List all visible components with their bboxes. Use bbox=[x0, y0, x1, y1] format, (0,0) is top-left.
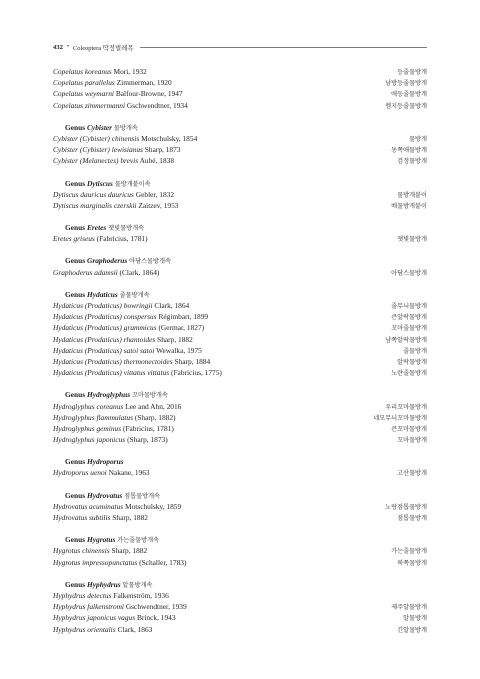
running-header bbox=[53, 40, 427, 54]
species-binomial: Cybister (Cybister) chinensis bbox=[53, 133, 140, 143]
species-author: Aubé, 1838 bbox=[139, 156, 175, 166]
species-author: (Schaller, 1783) bbox=[139, 557, 187, 567]
species-row bbox=[53, 356, 427, 367]
genus-name: Hydroglyphus bbox=[87, 390, 131, 400]
species-row bbox=[53, 612, 427, 623]
species-row bbox=[53, 155, 427, 166]
species-binomial: Hygrotus chinensis bbox=[53, 546, 110, 556]
genus-group bbox=[53, 289, 427, 379]
species-korean-name: 잿빛물방개 bbox=[397, 236, 427, 244]
species-row bbox=[53, 512, 427, 523]
species-binomial: Hygrotus impressopunctatus bbox=[53, 557, 138, 567]
species-binomial: Copelatus zimmermanni bbox=[53, 100, 126, 110]
genus-korean-name: 줄물방개속 bbox=[119, 291, 150, 299]
species-author: (Fabricius, 1781) bbox=[122, 423, 174, 433]
species-author: Falkenström, 1936 bbox=[113, 590, 169, 600]
species-binomial: Graphoderus adamsii bbox=[53, 267, 118, 277]
species-author: Sharp, 1882 bbox=[157, 334, 193, 344]
page-number: 432 bbox=[53, 43, 63, 51]
species-name bbox=[53, 233, 148, 244]
species-row bbox=[53, 144, 427, 155]
species-binomial: Copelatus weymarni bbox=[53, 89, 114, 99]
species-row bbox=[53, 300, 427, 311]
genus-prefix: Genus bbox=[65, 223, 86, 233]
genus-name: Hydrovatus bbox=[87, 490, 123, 500]
species-row bbox=[53, 601, 427, 612]
species-name bbox=[53, 367, 222, 378]
species-name bbox=[53, 545, 147, 556]
species-author: Régimbart, 1899 bbox=[158, 312, 209, 322]
species-korean-name: 북쪽물방개 bbox=[397, 559, 427, 567]
species-korean-name: 남쪽알락물방개 bbox=[385, 336, 427, 344]
species-binomial: Cybister (Cybister) lewisianus bbox=[53, 145, 143, 155]
species-row bbox=[53, 233, 427, 244]
genus-heading bbox=[53, 222, 427, 233]
genus-name: Hygrotus bbox=[87, 535, 116, 545]
species-author: (Fabricius, 1775) bbox=[170, 368, 222, 378]
genus-heading bbox=[53, 579, 427, 590]
species-name bbox=[53, 590, 169, 601]
species-korean-name: 줄무늬물방개 bbox=[391, 303, 427, 310]
species-name bbox=[53, 434, 168, 445]
species-row bbox=[53, 467, 427, 478]
species-author: Brinck, 1943 bbox=[136, 613, 176, 623]
genus-group bbox=[53, 66, 427, 111]
species-korean-name: 네모무늬꼬마물방개 bbox=[373, 414, 427, 422]
species-binomial: Hydrovatus acuminatus bbox=[53, 501, 124, 511]
species-row bbox=[53, 311, 427, 322]
species-author: (Sharp, 1873) bbox=[127, 435, 168, 445]
species-binomial: Copelatus koreanus bbox=[53, 67, 112, 76]
species-binomial: Dytiscus dauricus dauricus bbox=[53, 189, 134, 199]
species-name bbox=[53, 624, 152, 635]
species-row bbox=[53, 334, 427, 345]
species-author: Gschwendtner, 1934 bbox=[126, 100, 188, 110]
species-row bbox=[53, 412, 427, 423]
species-name bbox=[53, 412, 176, 423]
species-korean-name: 애등줄물방개 bbox=[391, 91, 427, 99]
species-name bbox=[53, 267, 159, 278]
genus-heading bbox=[53, 255, 427, 266]
species-row bbox=[53, 189, 427, 200]
species-korean-name: 큰꼬마물방개 bbox=[391, 425, 427, 433]
genus-korean-name: 꼬마물방개속 bbox=[131, 392, 168, 400]
species-row bbox=[53, 200, 427, 211]
genus-korean-name: 가는줄물방개속 bbox=[117, 537, 160, 545]
species-author: Clark, 1864 bbox=[154, 301, 190, 310]
species-row bbox=[53, 77, 427, 88]
species-author: Zimmerman, 1920 bbox=[116, 78, 172, 88]
species-author: Gebler, 1832 bbox=[135, 189, 175, 199]
species-name bbox=[53, 601, 187, 612]
genus-group bbox=[53, 178, 427, 212]
species-name bbox=[53, 200, 179, 211]
species-korean-name: 등줄물방개 bbox=[397, 69, 427, 76]
genus-prefix: Genus bbox=[65, 289, 86, 299]
species-row bbox=[53, 322, 427, 333]
species-name bbox=[53, 356, 210, 367]
genus-name: Graphoderus bbox=[87, 256, 128, 266]
species-author: Balfour-Browne, 1947 bbox=[115, 89, 183, 99]
genus-prefix: Genus bbox=[65, 535, 86, 545]
genus-heading bbox=[53, 178, 427, 189]
species-row bbox=[53, 133, 427, 144]
species-korean-name: 배물방개붙이 bbox=[391, 202, 427, 210]
species-row bbox=[53, 367, 427, 378]
genus-group bbox=[53, 255, 427, 277]
genus-heading bbox=[53, 389, 427, 400]
genus-korean-name: 물방개속 bbox=[113, 124, 138, 132]
genus-heading bbox=[53, 122, 427, 133]
species-author: Wewalka, 1975 bbox=[156, 345, 202, 355]
running-title: Coleoptera 딱정벌레목 bbox=[73, 44, 134, 52]
genus-group bbox=[53, 222, 427, 244]
species-name bbox=[53, 144, 181, 155]
genus-name: Dytiscus bbox=[87, 178, 113, 188]
species-korean-name: 물방개 bbox=[409, 135, 427, 143]
species-korean-name: 큰알락물방개 bbox=[391, 314, 427, 322]
species-name bbox=[53, 345, 202, 356]
species-name bbox=[53, 155, 174, 166]
species-korean-name: 고산물방개 bbox=[397, 470, 427, 478]
genus-group bbox=[53, 534, 427, 568]
species-row bbox=[53, 545, 427, 556]
species-korean-name: 아담스물방개 bbox=[391, 269, 427, 277]
species-row bbox=[53, 267, 427, 278]
species-author: (Fabricius, 1781) bbox=[96, 234, 148, 244]
species-korean-name: 렘지등줄물방개 bbox=[385, 102, 427, 110]
species-author: Clark, 1863 bbox=[117, 624, 153, 634]
species-korean-name: 동쪽애물방개 bbox=[391, 147, 427, 155]
species-korean-name: 남방등줄물방개 bbox=[385, 80, 427, 88]
genus-name: Hyphydrus bbox=[87, 579, 121, 589]
species-author: Motschulsky, 1859 bbox=[125, 501, 182, 511]
species-korean-name: 노란줄물방개 bbox=[391, 370, 427, 378]
species-binomial: Hyphydrus orientalis bbox=[53, 624, 116, 634]
species-name bbox=[53, 88, 183, 99]
species-name bbox=[53, 334, 193, 345]
species-korean-name: 꼬마물방개 bbox=[397, 437, 427, 445]
species-binomial: Hydroglyphus coreanus bbox=[53, 401, 124, 411]
genus-korean-name: 물방개붙이속 bbox=[114, 180, 151, 188]
species-name bbox=[53, 77, 172, 88]
species-row bbox=[53, 66, 427, 77]
species-binomial: Hydroglyphus japonicus bbox=[53, 435, 126, 445]
header-rule bbox=[140, 47, 427, 48]
species-binomial: Hydroglyphus flammulatus bbox=[53, 412, 133, 422]
species-binomial: Hyphydrus japonicus vagus bbox=[53, 613, 136, 623]
genus-heading bbox=[53, 490, 427, 501]
species-author: Zaitzev, 1953 bbox=[138, 200, 179, 210]
species-korean-name: 긴알물방개 bbox=[397, 626, 427, 634]
species-author: (Sharp, 1882) bbox=[134, 412, 176, 422]
genus-name: Eretes bbox=[87, 223, 107, 233]
species-name bbox=[53, 467, 150, 478]
species-author: Sharp, 1873 bbox=[144, 145, 181, 155]
genus-group bbox=[53, 122, 427, 167]
species-row bbox=[53, 501, 427, 512]
species-name bbox=[53, 66, 147, 77]
species-author: Sharp, 1882 bbox=[111, 546, 148, 556]
species-binomial: Hydaticus (Prodaticus) vittatus vittatus bbox=[53, 368, 170, 378]
species-row bbox=[53, 624, 427, 635]
species-row bbox=[53, 345, 427, 356]
species-binomial: Dytiscus marginalis czerskii bbox=[53, 200, 137, 210]
species-author: (Clark, 1864) bbox=[119, 267, 160, 277]
species-author: Nakane, 1963 bbox=[108, 468, 150, 478]
genus-group bbox=[53, 456, 427, 478]
genus-prefix: Genus bbox=[65, 122, 86, 132]
species-korean-name: 가는줄물방개 bbox=[391, 548, 427, 556]
genus-korean-name: 아담스물방개속 bbox=[129, 258, 171, 266]
species-name bbox=[53, 501, 181, 512]
species-name bbox=[53, 300, 189, 311]
genus-prefix: Genus bbox=[65, 490, 86, 500]
species-korean-name: 우리꼬마물방개 bbox=[385, 403, 427, 411]
species-binomial: Hydaticus (Prodaticus) grammicus bbox=[53, 323, 157, 333]
species-korean-name: 제주알물방개 bbox=[391, 604, 427, 612]
species-row bbox=[53, 88, 427, 99]
species-author: Gschwendtner, 1939 bbox=[125, 602, 187, 612]
species-author: Motschulsky, 1854 bbox=[141, 133, 198, 143]
species-binomial: Eretes griseus bbox=[53, 234, 95, 244]
species-korean-name: 검정물방개 bbox=[397, 158, 427, 166]
genus-group bbox=[53, 389, 427, 445]
genus-group bbox=[53, 579, 427, 635]
genus-prefix: Genus bbox=[65, 579, 86, 589]
species-author: (Germar, 1827) bbox=[158, 323, 205, 333]
species-row bbox=[53, 423, 427, 434]
species-row bbox=[53, 401, 427, 412]
species-korean-name: 노랑점톱물방개 bbox=[385, 503, 427, 511]
genus-name: Hydroporus bbox=[87, 457, 124, 467]
species-korean-name: 점톱물방개 bbox=[397, 515, 427, 522]
species-binomial: Hyphydrus detectus bbox=[53, 590, 112, 600]
species-author: Mori, 1932 bbox=[113, 67, 147, 76]
genus-korean-name: 점톱물방개속 bbox=[124, 492, 161, 500]
species-name bbox=[53, 100, 188, 111]
species-korean-name: 줄물방개 bbox=[403, 347, 427, 355]
species-row bbox=[53, 434, 427, 445]
genus-heading bbox=[53, 456, 427, 467]
species-binomial: Hydroglyphus geminus bbox=[53, 423, 122, 433]
species-name bbox=[53, 423, 174, 434]
species-name bbox=[53, 612, 176, 623]
species-author: Sharp, 1884 bbox=[174, 356, 211, 366]
species-row bbox=[53, 100, 427, 111]
species-binomial: Hydrovatus subtilis bbox=[53, 513, 111, 522]
species-binomial: Cybister (Melanectes) brevis bbox=[53, 156, 139, 166]
genus-heading bbox=[53, 534, 427, 545]
genus-name: Hydaticus bbox=[87, 289, 118, 299]
species-checklist bbox=[53, 66, 427, 635]
species-binomial: Hydaticus (Prodaticus) rhantoides bbox=[53, 334, 156, 344]
genus-prefix: Genus bbox=[65, 457, 86, 467]
species-author: Sharp, 1882 bbox=[112, 513, 149, 522]
species-binomial: Hydaticus (Prodaticus) conspersus bbox=[53, 312, 157, 322]
header-separator: • bbox=[66, 44, 69, 50]
genus-prefix: Genus bbox=[65, 390, 86, 400]
species-korean-name: 물방개붙이 bbox=[397, 191, 427, 199]
species-korean-name: 알락물방개 bbox=[397, 358, 427, 366]
species-korean-name: 꼬마줄물방개 bbox=[391, 325, 427, 333]
species-name bbox=[53, 401, 181, 412]
species-korean-name: 알물방개 bbox=[403, 615, 427, 623]
genus-heading bbox=[53, 289, 427, 300]
species-name bbox=[53, 557, 186, 568]
genus-korean-name: 알물방개속 bbox=[122, 581, 153, 589]
species-name bbox=[53, 322, 204, 333]
species-binomial: Hyphydrus falkenstromi bbox=[53, 602, 124, 612]
species-name bbox=[53, 133, 197, 144]
species-binomial: Hydaticus (Prodaticus) satoi satoi bbox=[53, 345, 155, 355]
species-binomial: Copelatus parallelus bbox=[53, 78, 115, 88]
species-name bbox=[53, 189, 174, 200]
species-binomial: Hydaticus (Prodaticus) bowringii bbox=[53, 301, 153, 310]
species-row bbox=[53, 557, 427, 568]
genus-group bbox=[53, 490, 427, 524]
species-name bbox=[53, 512, 148, 523]
species-author: Lee and Ahn, 2016 bbox=[125, 401, 182, 411]
genus-name: Cybister bbox=[87, 122, 113, 132]
genus-prefix: Genus bbox=[65, 178, 86, 188]
species-name bbox=[53, 311, 208, 322]
species-binomial: Hydaticus (Prodaticus) thermonectoides bbox=[53, 356, 173, 366]
species-binomial: Hydroporus uenoi bbox=[53, 468, 107, 478]
species-row bbox=[53, 590, 427, 601]
genus-prefix: Genus bbox=[65, 256, 86, 266]
genus-korean-name: 잿빛물방개속 bbox=[108, 225, 145, 233]
